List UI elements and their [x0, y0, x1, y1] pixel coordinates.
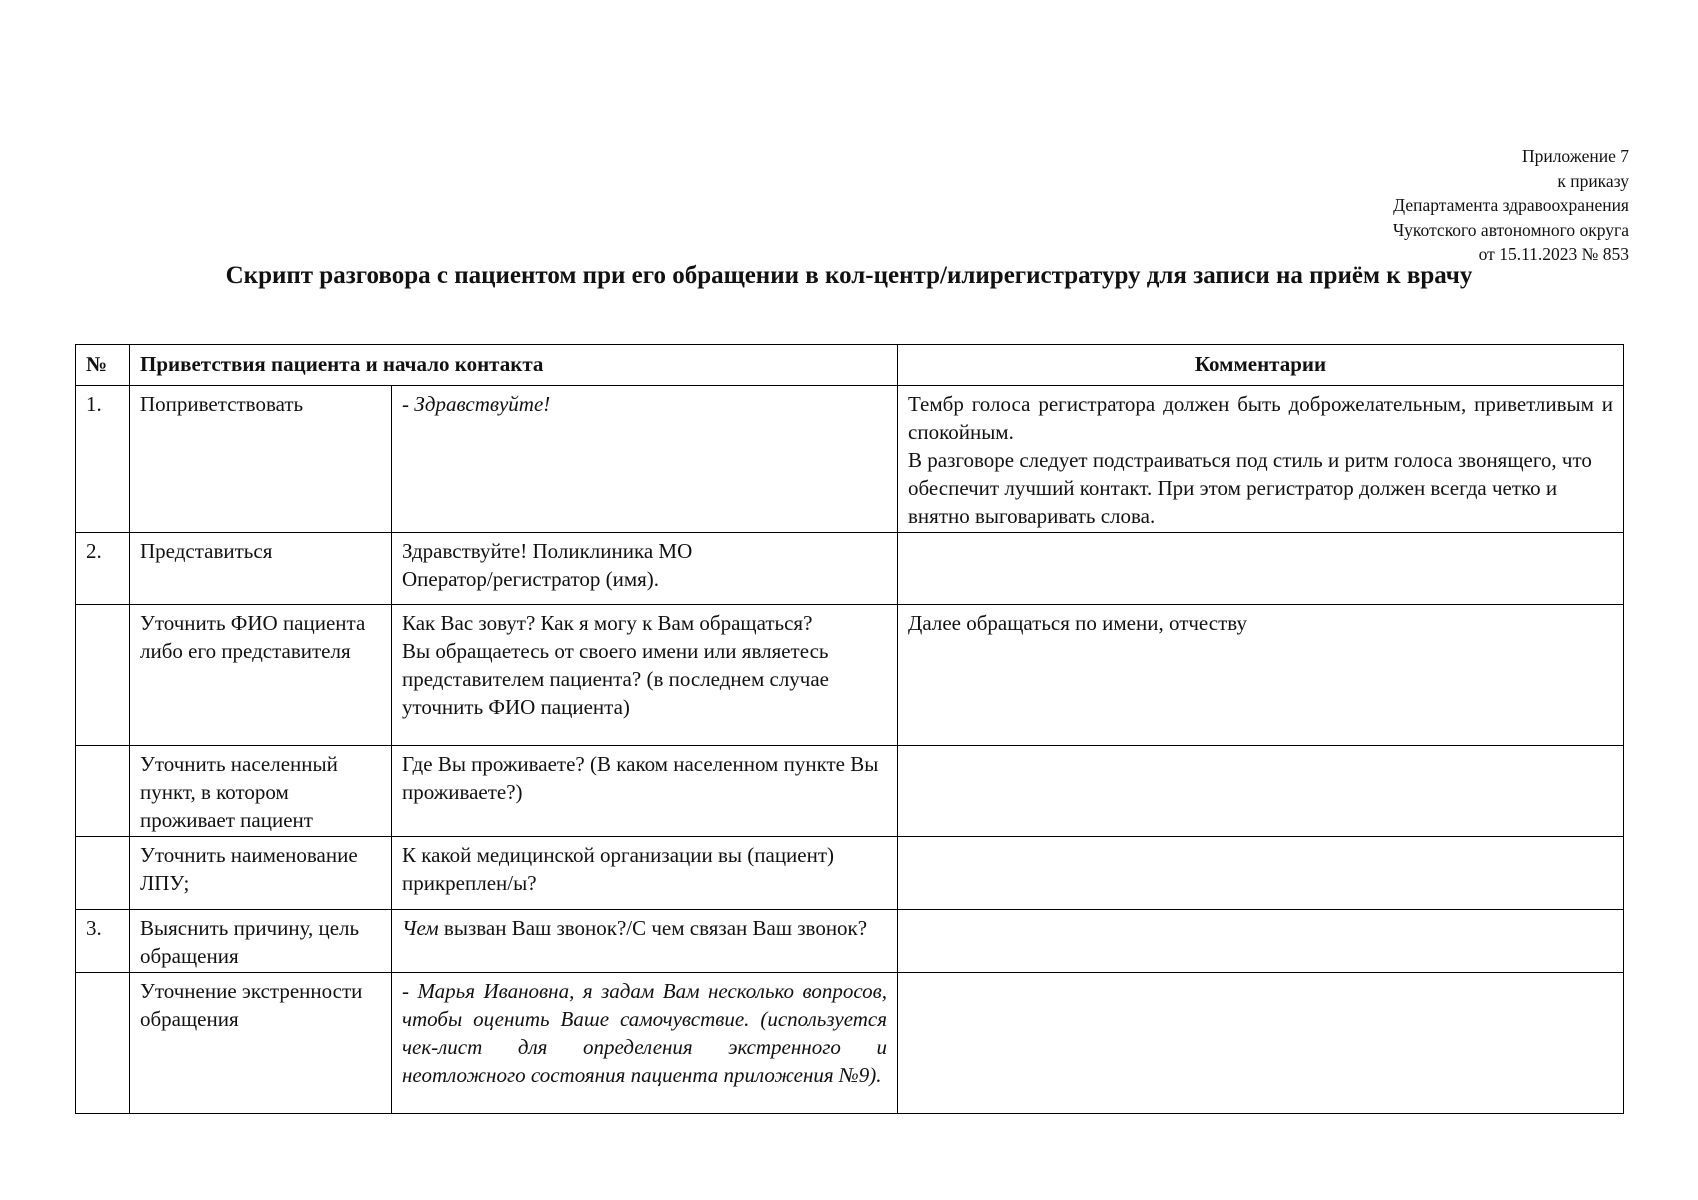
- table-row: [76, 910, 1624, 973]
- document-title: Скрипт разговора с пациентом при его обращении в кол-центр/илирегистратуру для записи на приём к врачу: [225, 262, 1473, 289]
- comment-text: В разговоре следует подстраиваться под стиль и ритм голоса звонящего, что обеспечит лучший контакт. При этом регистратор должен всегда четко и внятно выговаривать слова.: [908, 448, 1592, 528]
- row-action: Представиться: [130, 533, 392, 605]
- appendix-line: Чукотского автономного округа: [1392, 219, 1629, 240]
- appendix-line: Приложение 7: [1521, 146, 1629, 166]
- table-row: [76, 746, 1624, 837]
- row-number: 1.: [76, 386, 130, 533]
- row-action: Поприветствовать: [130, 386, 392, 533]
- header-comments: Комментарии: [898, 345, 1624, 386]
- row-number: [76, 605, 130, 746]
- table-row: [76, 533, 1624, 605]
- row-number: [76, 973, 130, 1114]
- row-comment: [898, 910, 1624, 973]
- appendix-line: от 15.11.2023 № 853: [1478, 244, 1629, 264]
- table-row: [76, 973, 1624, 1114]
- script-text: Здравствуйте! Поликлиника МО: [402, 539, 693, 563]
- script-table: [75, 344, 1624, 1114]
- script-text: Оператор/регистратор (имя).: [402, 567, 660, 591]
- row-action: Уточнить ФИО пациента либо его представителя: [130, 605, 392, 746]
- row-comment: Далее обращаться по имени, отчеству: [898, 605, 1624, 746]
- table-header-row: [76, 345, 1624, 386]
- row-comment: [898, 746, 1624, 837]
- appendix-block: [1393, 144, 1629, 267]
- row-script: [392, 910, 898, 973]
- row-script: [392, 605, 898, 746]
- table-row: [76, 386, 1624, 533]
- table-row: [76, 837, 1624, 910]
- script-italic-word: Чем: [402, 916, 439, 940]
- script-text: Как Вас зовут? Как я могу к Вам обращаться?: [402, 611, 813, 635]
- header-number: №: [76, 345, 130, 386]
- row-number: [76, 746, 130, 837]
- header-greeting: Приветствия пациента и начало контакта: [130, 345, 898, 386]
- row-comment: [898, 973, 1624, 1114]
- row-script: Где Вы проживаете? (В каком населенном пункте Вы проживаете?): [392, 746, 898, 837]
- row-script: К какой медицинской организации вы (пациент) прикреплен/ы?: [392, 837, 898, 910]
- row-number: 2.: [76, 533, 130, 605]
- row-action: Уточнить наименование ЛПУ;: [130, 837, 392, 910]
- row-script: - Здравствуйте!: [392, 386, 898, 533]
- appendix-line: к приказу: [1557, 170, 1629, 191]
- row-action: Уточнить населенный пункт, в котором проживает пациент: [130, 746, 392, 837]
- table-row: [76, 605, 1624, 746]
- appendix-line: Департамента здравоохранения: [1393, 195, 1629, 215]
- row-number: [76, 837, 130, 910]
- row-comment: [898, 533, 1624, 605]
- row-comment: [898, 837, 1624, 910]
- row-action: Уточнение экстренности обращения: [130, 973, 392, 1114]
- row-comment: [898, 386, 1624, 533]
- script-text: вызван Ваш звонок?/С чем связан Ваш звонок?: [438, 916, 868, 940]
- row-action: Выяснить причину, цель обращения: [130, 910, 392, 973]
- row-script: - Марья Ивановна, я задам Вам несколько вопросов, чтобы оценить Ваше самочувствие. (используется чек-лист для определения экстренного и неотложного состояния пациента приложения №9).: [392, 973, 898, 1114]
- script-text: Вы обращаетесь от своего имени или являетесь представителем пациента? (в последнем случае уточнить ФИО пациента): [402, 639, 830, 719]
- comment-text: Тембр голоса регистратора должен быть доброжелательным, приветливым и спокойным.: [908, 392, 1614, 444]
- row-script: [392, 533, 898, 605]
- row-number: 3.: [76, 910, 130, 973]
